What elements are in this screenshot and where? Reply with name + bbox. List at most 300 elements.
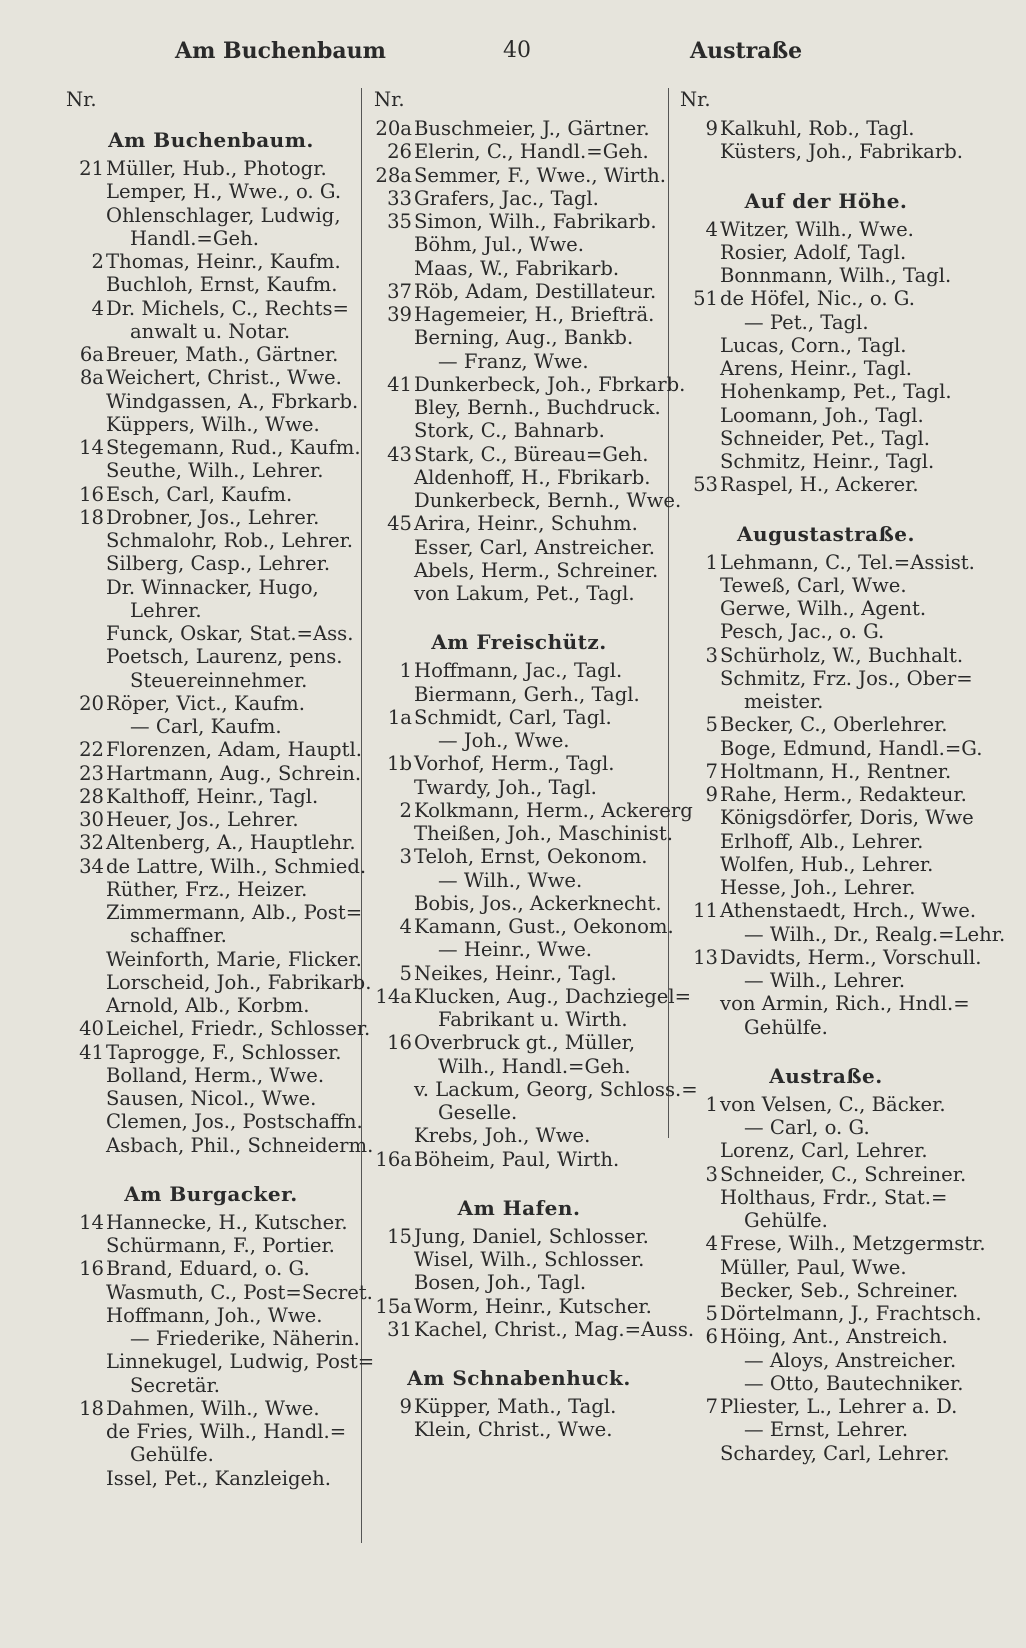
directory-entry <box>370 1124 668 1147</box>
resident-entry: Abels, Herm., Schreiner. <box>414 558 659 582</box>
resident-entry: Drobner, Jos., Lehrer. <box>106 505 320 529</box>
resident-entry: Dunkerbeck, Bernh., Wwe. <box>414 489 682 512</box>
resident-entry: Röb, Adam, Destillateur. <box>414 279 657 303</box>
resident-entry: Heuer, Jos., Lehrer. <box>106 808 299 831</box>
directory-entry <box>676 241 976 264</box>
house-number: 5 <box>399 961 412 985</box>
resident-entry: Arens, Heinr., Tagl. <box>720 357 912 380</box>
directory-entry <box>62 273 360 296</box>
resident-entry: Maas, W., Fabrikarb. <box>414 256 620 280</box>
resident-entry: Ohlenschlager, Ludwig, <box>106 203 341 227</box>
directory-entry <box>676 1302 982 1325</box>
resident-entry: Biermann, Gerh., Tagl. <box>414 682 640 706</box>
resident-entry: Neikes, Heinr., Tagl. <box>414 961 617 985</box>
directory-entry <box>676 380 976 403</box>
resident-entry: Böheim, Paul, Wirth. <box>414 1147 620 1171</box>
resident-entry: de Höfel, Nic., o. G. <box>720 287 915 311</box>
house-number: 21 <box>79 157 104 180</box>
directory-entry <box>676 992 976 1015</box>
resident-entry: Schürholz, W., Buchhalt. <box>720 643 964 667</box>
directory-entry <box>676 473 976 496</box>
house-number: 14 <box>79 1210 104 1234</box>
directory-entry <box>676 357 976 380</box>
house-number: 1a <box>387 705 412 729</box>
house-number: 7 <box>705 1395 718 1418</box>
resident-entry: Bley, Bernh., Buchdruck. <box>414 396 661 419</box>
directory-entry <box>62 948 360 971</box>
resident-entry: Stark, C., Büreau=Geh. <box>414 442 649 466</box>
resident-entry: Rüther, Frz., Heizer. <box>106 877 308 901</box>
column-nr-label: Nr. <box>66 88 97 111</box>
directory-entry <box>62 1257 360 1280</box>
resident-entry: Pliester, L., Lehrer a. D. <box>720 1395 958 1418</box>
column-3 <box>676 88 1006 1465</box>
resident-entry: von Lakum, Pet., Tagl. <box>414 582 635 605</box>
resident-entry: Brand, Eduard, o. G. <box>106 1257 310 1281</box>
house-number: 8a <box>79 366 104 390</box>
house-number: 40 <box>79 1017 104 1041</box>
resident-entry: meister. <box>744 690 824 713</box>
directory-entry <box>370 845 668 868</box>
directory-entry <box>370 1055 668 1078</box>
resident-entry: Esser, Carl, Anstreicher. <box>414 535 655 559</box>
running-head-right: Austraße <box>690 38 803 64</box>
resident-entry: Klucken, Aug., Dachziegel= <box>414 984 692 1008</box>
resident-entry: Geselle. <box>438 1101 518 1124</box>
resident-entry: Linnekugel, Ludwig, Post= <box>106 1350 375 1374</box>
resident-entry: Grafers, Jac., Tagl. <box>414 186 599 210</box>
directory-entry <box>62 970 372 994</box>
directory-entry <box>370 869 668 892</box>
directory-entry <box>370 466 668 489</box>
resident-entry: Elerin, C., Handl.=Geh. <box>414 140 649 164</box>
resident-entry: Küsters, Joh., Fabrikarb. <box>720 140 963 164</box>
house-number: 1 <box>705 1092 718 1116</box>
directory-entry <box>62 1420 360 1443</box>
resident-entry: — Ernst, Lehrer. <box>744 1418 909 1442</box>
directory-entry <box>370 326 668 349</box>
house-number: 32 <box>79 831 104 855</box>
resident-entry: Schmidt, Carl, Tagl. <box>414 705 612 729</box>
directory-entry <box>676 1349 976 1372</box>
directory-entry <box>370 559 668 582</box>
resident-entry: Kachel, Christ., Mag.=Auss. <box>414 1317 695 1341</box>
directory-entry <box>62 1327 360 1350</box>
resident-entry: Hohenkamp, Pet., Tagl. <box>720 380 952 404</box>
directory-entry <box>676 899 976 922</box>
directory-entry <box>62 1110 363 1134</box>
resident-entry: Esch, Carl, Kaufm. <box>106 482 293 506</box>
resident-entry: Leichel, Friedr., Schlosser. <box>106 1017 371 1041</box>
directory-entry <box>676 450 976 473</box>
directory-entry <box>676 427 976 450</box>
directory-entry <box>62 297 360 320</box>
directory-entry <box>62 1443 360 1466</box>
directory-entry <box>370 1101 668 1124</box>
resident-entry: Sausen, Nicol., Wwe. <box>106 1087 317 1110</box>
resident-entry: Erlhoff, Alb., Lehrer. <box>720 829 924 853</box>
resident-entry: Dunkerbeck, Joh., Fbrkarb. <box>414 372 686 396</box>
house-number: 11 <box>693 899 718 923</box>
resident-entry: Athenstaedt, Hrch., Wwe. <box>720 899 977 923</box>
directory-entry <box>62 506 360 529</box>
house-number: 16a <box>375 1147 412 1171</box>
directory-entry <box>676 1016 976 1039</box>
house-number: 1 <box>705 550 718 574</box>
directory-entry <box>62 1064 360 1087</box>
resident-entry: Schürmann, F., Portier. <box>106 1234 335 1257</box>
resident-entry: Müller, Paul, Wwe. <box>720 1255 907 1279</box>
directory-entry <box>370 798 693 822</box>
directory-entry <box>62 831 360 854</box>
resident-entry: — Pet., Tagl. <box>744 310 869 334</box>
directory-entry <box>676 969 976 992</box>
resident-entry: Stegemann, Rud., Kaufm. <box>106 436 361 459</box>
street-heading: Auf der Höhe. <box>744 188 908 213</box>
house-number: 1b <box>386 752 412 776</box>
resident-entry: Becker, C., Oberlehrer. <box>720 713 948 737</box>
resident-entry: Lorenz, Carl, Lehrer. <box>720 1139 928 1163</box>
street-heading: Am Freischütz. <box>431 630 607 655</box>
directory-entry <box>370 512 668 535</box>
directory-entry <box>62 1211 360 1234</box>
resident-entry: Frese, Wilh., Metzgermstr. <box>720 1232 986 1256</box>
house-number: 6a <box>79 343 104 366</box>
house-number: 7 <box>705 759 718 783</box>
resident-entry: Overbruck gt., Müller, <box>414 1031 636 1055</box>
directory-entry <box>370 962 668 985</box>
resident-entry: Schneider, Pet., Tagl. <box>720 426 931 450</box>
resident-entry: Loomann, Joh., Tagl. <box>720 403 924 427</box>
house-number: 53 <box>693 473 718 497</box>
resident-entry: Bobis, Jos., Ackerknecht. <box>414 891 662 915</box>
column-divider <box>361 88 362 1543</box>
directory-entry <box>62 738 360 761</box>
directory-entry <box>370 683 668 706</box>
house-number: 31 <box>387 1317 412 1341</box>
directory-entry <box>370 257 668 280</box>
directory-entry <box>676 644 976 667</box>
directory-entry <box>676 218 976 241</box>
resident-entry: Dr. Winnacker, Hugo, <box>106 575 319 599</box>
resident-entry: Windgassen, A., Fbrkarb. <box>106 389 359 413</box>
resident-entry: Fabrikant u. Wirth. <box>438 1008 628 1031</box>
resident-entry: Bosen, Joh., Tagl. <box>414 1271 587 1295</box>
resident-entry: Lucas, Corn., Tagl. <box>720 333 907 357</box>
directory-entry <box>676 945 982 969</box>
house-number: 28a <box>375 163 412 187</box>
house-number: 37 <box>387 279 412 303</box>
resident-entry: Küpper, Math., Tagl. <box>414 1395 617 1418</box>
directory-entry <box>62 366 360 389</box>
resident-entry: Holtmann, H., Rentner. <box>720 759 952 783</box>
house-number: 39 <box>387 303 412 326</box>
resident-entry: Dörtelmann, J., Frachtsch. <box>720 1302 982 1325</box>
directory-entry <box>370 350 668 373</box>
resident-entry: Buschmeier, J., Gärtner. <box>414 117 650 140</box>
directory-entry <box>62 390 360 413</box>
resident-entry: von Velsen, C., Bäcker. <box>720 1092 946 1116</box>
resident-entry: anwalt u. Notar. <box>130 319 291 343</box>
directory-entry <box>62 157 360 180</box>
house-number: 51 <box>693 287 718 311</box>
resident-entry: Davidts, Herm., Vorschull. <box>720 945 982 969</box>
directory-entry <box>62 227 360 250</box>
resident-entry: Schneider, C., Schreiner. <box>720 1162 967 1186</box>
directory-entry <box>676 876 976 899</box>
page-header <box>0 34 1026 74</box>
resident-entry: Secretär. <box>130 1373 220 1397</box>
resident-entry: Vorhof, Herm., Tagl. <box>414 752 615 776</box>
resident-entry: — Wilh., Wwe. <box>438 868 583 892</box>
resident-entry: Schardey, Carl, Lehrer. <box>720 1441 950 1465</box>
resident-entry: Hesse, Joh., Lehrer. <box>720 876 916 899</box>
house-number: 16 <box>79 482 104 506</box>
directory-entry <box>370 1295 668 1318</box>
directory-entry <box>676 1093 976 1116</box>
directory-entry <box>370 489 682 512</box>
resident-entry: Teweß, Carl, Wwe. <box>720 573 907 597</box>
resident-entry: Taprogge, F., Schlosser. <box>106 1040 342 1064</box>
resident-entry: Höing, Ant., Anstreich. <box>720 1325 948 1349</box>
directory-entry <box>370 396 668 419</box>
directory-entry <box>370 1248 668 1271</box>
directory-entry <box>370 536 668 559</box>
resident-entry: — Joh., Wwe. <box>438 729 570 752</box>
directory-entry <box>62 552 360 575</box>
directory-entry <box>62 180 360 203</box>
section-gap <box>676 164 976 178</box>
column-nr-label: Nr. <box>680 88 711 111</box>
directory-entry <box>370 419 668 442</box>
resident-entry: Berning, Aug., Bankb. <box>414 326 634 350</box>
resident-entry: Krebs, Joh., Wwe. <box>414 1124 591 1148</box>
resident-entry: Asbach, Phil., Schneiderm. <box>106 1133 374 1157</box>
directory-entry <box>62 645 360 668</box>
resident-entry: Theißen, Joh., Maschinist. <box>414 822 673 845</box>
resident-entry: Breuer, Math., Gärtner. <box>106 343 339 366</box>
directory-entry <box>676 620 976 643</box>
resident-entry: Königsdörfer, Doris, Wwe <box>720 806 974 830</box>
street-heading: Augustastraße. <box>737 521 915 546</box>
house-number: 2 <box>91 250 104 273</box>
resident-entry: Rosier, Adolf, Tagl. <box>720 240 907 264</box>
section-gap <box>676 497 976 511</box>
resident-entry: — Wilh., Dr., Realg.=Lehr. <box>744 922 1006 946</box>
directory-entry <box>370 776 668 799</box>
resident-entry: de Fries, Wilh., Handl.= <box>106 1420 347 1443</box>
resident-entry: Gehülfe. <box>130 1443 214 1467</box>
directory-entry <box>62 250 360 273</box>
directory-entry <box>676 311 976 334</box>
house-number: 35 <box>387 210 412 233</box>
directory-entry <box>370 303 668 326</box>
directory-entry <box>676 287 976 310</box>
resident-entry: Müller, Hub., Photogr. <box>106 157 327 180</box>
directory-entry <box>62 1087 360 1110</box>
resident-entry: Küppers, Wilh., Wwe. <box>106 412 320 436</box>
house-number: 26 <box>387 140 412 164</box>
resident-entry: Teloh, Ernst, Oekonom. <box>414 845 648 869</box>
resident-entry: Wisel, Wilh., Schlosser. <box>414 1248 645 1271</box>
resident-entry: Worm, Heinr., Kutscher. <box>414 1294 652 1318</box>
resident-entry: Stork, C., Bahnarb. <box>414 419 605 443</box>
directory-entry <box>62 204 360 227</box>
resident-entry: Hannecke, H., Kutscher. <box>106 1210 348 1234</box>
resident-entry: Bonnmann, Wilh., Tagl. <box>720 264 952 287</box>
directory-entry <box>676 140 976 163</box>
resident-entry: Wolfen, Hub., Lehrer. <box>720 852 934 876</box>
directory-entry <box>62 1041 360 1064</box>
house-number: 45 <box>387 512 412 536</box>
resident-entry: Becker, Seb., Schreiner. <box>720 1278 959 1302</box>
directory-entry <box>370 892 668 915</box>
resident-entry: Aldenhoff, H., Fbrikarb. <box>414 465 651 489</box>
directory-entry <box>676 830 976 853</box>
house-number: 41 <box>387 372 412 396</box>
directory-entry <box>676 117 976 140</box>
house-number: 18 <box>79 505 104 529</box>
resident-entry: Kolkmann, Herm., Ackererg <box>414 798 693 822</box>
resident-entry: Simon, Wilh., Fabrikarb. <box>414 210 657 233</box>
section-gap <box>370 605 668 619</box>
directory-entry <box>370 1148 668 1171</box>
resident-entry: Steuereinnehmer. <box>130 668 308 692</box>
directory-entry <box>62 808 360 831</box>
house-number: 16 <box>387 1031 412 1055</box>
resident-entry: Thomas, Heinr., Kaufm. <box>106 250 341 273</box>
directory-entry <box>676 1209 976 1232</box>
directory-entry <box>370 706 668 729</box>
resident-entry: Buchloh, Ernst, Kaufm. <box>106 273 338 297</box>
directory-entry <box>370 187 668 210</box>
directory-entry <box>676 1163 976 1186</box>
resident-entry: — Carl, o. G. <box>744 1116 870 1139</box>
directory-entry <box>676 1232 986 1256</box>
section-gap <box>370 1171 668 1185</box>
resident-entry: schaffner. <box>130 924 227 948</box>
resident-entry: Weinforth, Marie, Flicker. <box>106 947 362 971</box>
directory-entry <box>370 1418 668 1441</box>
resident-entry: — Carl, Kaufm. <box>130 715 282 738</box>
directory-entry <box>370 140 668 163</box>
directory-entry <box>676 760 976 783</box>
directory-entry <box>62 1234 360 1257</box>
house-number: 2 <box>399 798 412 822</box>
resident-entry: Witzer, Wilh., Wwe. <box>720 217 914 241</box>
resident-entry: Lehmann, C., Tel.=Assist. <box>720 550 975 574</box>
directory-entry <box>62 1350 375 1374</box>
directory-entry <box>62 529 360 552</box>
house-number: 15a <box>375 1294 412 1318</box>
house-number: 23 <box>79 761 104 785</box>
section-gap <box>676 1039 976 1053</box>
resident-entry: Klein, Christ., Wwe. <box>414 1418 613 1442</box>
resident-entry: Lemper, H., Wwe., o. G. <box>106 180 342 204</box>
resident-entry: Clemen, Jos., Postschaffn. <box>106 1110 363 1134</box>
directory-entry <box>676 1139 976 1162</box>
resident-entry: Dr. Michels, C., Rechts= <box>106 296 349 320</box>
directory-entry <box>62 854 367 878</box>
directory-entry <box>370 915 674 938</box>
resident-entry: — Aloys, Anstreicher. <box>744 1348 957 1372</box>
resident-entry: Wilh., Handl.=Geh. <box>438 1054 631 1078</box>
resident-entry: Poetsch, Laurenz, pens. <box>106 645 343 669</box>
house-number: 13 <box>693 945 718 969</box>
directory-entry <box>62 413 360 436</box>
resident-entry: Semmer, F., Wwe., Wirth. <box>414 163 667 187</box>
resident-entry: Florenzen, Adam, Hauptl. <box>106 738 362 762</box>
resident-entry: Silberg, Casp., Lehrer. <box>106 552 331 576</box>
house-number: 3 <box>705 643 718 667</box>
resident-entry: Arira, Heinr., Schuhm. <box>414 512 638 536</box>
directory-entry <box>62 599 360 622</box>
directory-entry <box>676 404 976 427</box>
directory-entry <box>676 1279 976 1302</box>
house-number: 28 <box>79 784 104 808</box>
directory-entry <box>676 551 976 574</box>
directory-entry <box>370 1077 698 1101</box>
directory-entry <box>62 343 360 366</box>
directory-entry <box>370 729 668 752</box>
column-divider <box>668 88 669 1138</box>
directory-entry <box>676 853 976 876</box>
resident-entry: Hoffmann, Jac., Tagl. <box>414 659 623 683</box>
directory-entry <box>370 938 668 961</box>
directory-entry <box>370 984 692 1008</box>
resident-entry: Böhm, Jul., Wwe. <box>414 233 585 257</box>
resident-entry: Zimmermann, Alb., Post= <box>106 901 363 924</box>
directory-entry <box>370 1031 668 1054</box>
resident-entry: Gerwe, Wilh., Agent. <box>720 597 927 620</box>
directory-entry <box>370 164 668 187</box>
house-number: 4 <box>705 1232 718 1256</box>
directory-entry <box>370 372 686 396</box>
resident-entry: Handl.=Geh. <box>130 226 259 250</box>
column-nr-label: Nr. <box>374 88 405 111</box>
directory-entry <box>370 443 668 466</box>
directory-entry <box>370 582 668 605</box>
resident-entry: Altenberg, A., Hauptlehr. <box>106 831 356 855</box>
resident-entry: — Friederike, Näherin. <box>130 1327 360 1350</box>
house-number: 9 <box>399 1395 412 1418</box>
resident-entry: Weichert, Christ., Wwe. <box>106 366 342 390</box>
resident-entry: von Armin, Rich., Hndl.= <box>720 992 970 1016</box>
resident-entry: Gehülfe. <box>744 1015 828 1039</box>
resident-entry: Kalkuhl, Rob., Tagl. <box>720 117 915 140</box>
resident-entry: Jung, Daniel, Schlosser. <box>414 1224 649 1248</box>
house-number: 18 <box>79 1396 104 1420</box>
directory-entry <box>62 1133 374 1157</box>
resident-entry: v. Lackum, Georg, Schloss.= <box>414 1077 698 1101</box>
directory-entry <box>62 715 360 738</box>
directory-entry <box>676 713 976 736</box>
directory-entry <box>676 1325 976 1348</box>
directory-entry <box>676 667 976 690</box>
directory-entry <box>62 1280 373 1304</box>
resident-entry: Hagemeier, H., Briefträ. <box>414 303 655 326</box>
house-number: 33 <box>387 186 412 210</box>
resident-entry: Gehülfe. <box>744 1209 828 1232</box>
directory-entry <box>62 762 360 785</box>
resident-entry: Kalthoff, Heinr., Tagl. <box>106 784 319 808</box>
resident-entry: Issel, Pet., Kanzleigeh. <box>106 1466 332 1490</box>
resident-entry: Pesch, Jac., o. G. <box>720 620 885 644</box>
street-heading: Am Buchenbaum. <box>108 128 314 152</box>
house-number: 3 <box>399 845 412 869</box>
directory-entry <box>370 752 668 775</box>
directory-entry <box>62 320 360 343</box>
